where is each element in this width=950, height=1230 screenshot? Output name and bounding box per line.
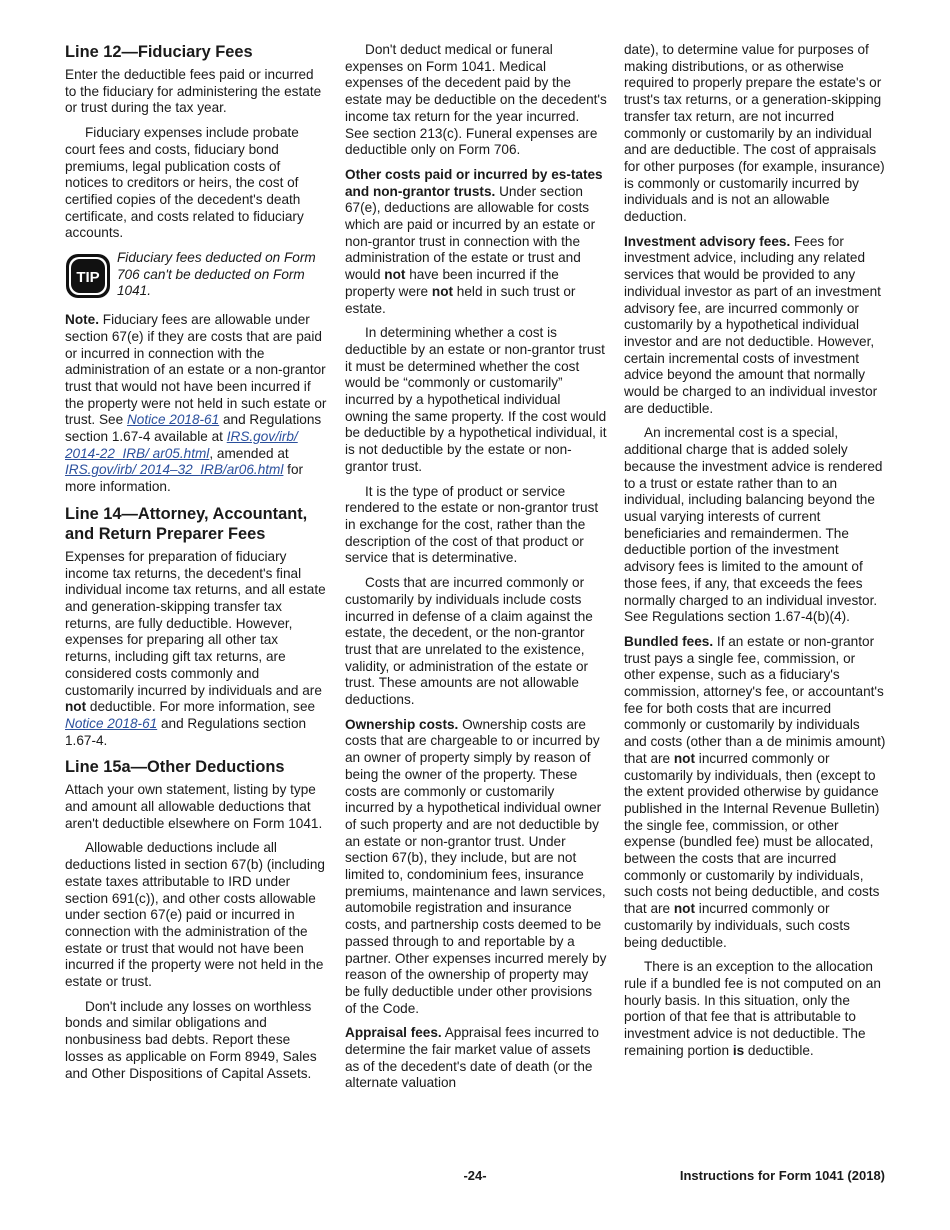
paragraph: Enter the deductible fees paid or incurred to the fiduciary for administering the estate or trust during the tax year. [65, 67, 322, 116]
irb-2014-22-link[interactable]: IRS.gov/irb/ 2014-22_IRB/ ar05.html [65, 429, 298, 461]
column-left [65, 42, 327, 1090]
paragraph: Other costs paid or incurred by es-tates and non-grantor trusts. Under section 67(e), deductions are allowable for costs which are paid or incurred by an estate or non-grantor trust in connection with the administration of the estate or trust and would not have been incurred if the property were not held in such trust or estate. [345, 166, 603, 316]
paragraph: It is the type of product or service rendered to the estate or non-grantor trust in exchange for the cost, rather than the description of the cost of that product or service that is determinative. [345, 483, 599, 566]
paragraph: Don't include any losses on worthless bonds and similar obligations and nonbusiness bad debts. Report these losses as applicable on Form 8949, Sales and Other Dispositions of Capital Assets. [65, 998, 317, 1081]
paragraph: Bundled fees. If an estate or non-grantor trust pays a single fee, commission, or other expense, such as a fiduciary's commission, attorney's fee, or accountant's fee for both costs that are incurred commonly or customarily by individuals and costs (other than a de minimis amount) that are not incurred commonly or customarily by individuals, then (except to the extent provided otherwise by guidance published in the Internal Revenue Bulletin) the single fee, commission, or other expense (bundled fee) must be allocated, between the costs that are incurred commonly or customarily by individuals, such costs not being deductible, and costs that are not incurred commonly or customarily by individuals, such costs being deductible. [624, 633, 886, 950]
note-paragraph: Note. Fiduciary fees are allowable under section 67(e) if they are costs that are paid or incurred in connection with the administration of an estate or a non-grantor trust that would not have been incurred if the property were not held in such estate or trust. See Notice 2018-61 and Regulations section 1.67-4 available at IRS.gov/irb/ 2014-22_IRB/ ar05.html, amended at IRS.gov/irb/ 2014–32_IRB/ar06.html for more information. [65, 312, 327, 495]
heading-line-12: Line 12—Fiduciary Fees [65, 43, 253, 61]
run-in-heading: Ownership costs. [345, 716, 459, 732]
page-number: -24- [463, 1168, 487, 1183]
tip-box [65, 250, 327, 300]
notice-2018-61-link[interactable]: Notice 2018-61 [126, 412, 220, 428]
paragraph: There is an exception to the allocation rule if a bundled fee is not computed on an hourly basis. In this situation, only the portion of that fee that is attributable to investment advice is not deductible. The remaining portion is deductible. [624, 959, 881, 1058]
tip-text: Fiduciary fees deducted on Form 706 can't be deducted on Form 1041. [117, 250, 316, 299]
tip-label: TIP [76, 269, 100, 287]
tip-icon [65, 253, 111, 299]
paragraph: Fiduciary expenses include probate court fees and costs, fiduciary bond premiums, legal publication costs of notices to creditors or heirs, the cost of certified copies of the decedent's death certificate, and costs related to fiduciary accounts. [65, 125, 304, 241]
heading-line-15a: Line 15a—Other Deductions [65, 758, 285, 777]
column-right [624, 42, 886, 1067]
run-in-heading: Investment advisory fees. [624, 233, 791, 249]
column-middle [345, 42, 607, 1100]
heading-line-14: Line 14—Attorney, Accountant, and Return Preparer Fees [65, 504, 308, 543]
paragraph: Investment advisory fees. Fees for investment advice, including any related services that would be provided to any individual investor as part of an investment advisory fee, are incurred commonly or customarily by a hypothetical individual investor and are not deductible. However, certain incremental costs of investment advice beyond the amount that normally would be charged to an individual investor are deductible. [624, 233, 881, 416]
paragraph: In determining whether a cost is deductible by an estate or non-grantor trust it must be determined whether the cost would be “commonly or customarily” incurred by a hypothetical individual owning the same property. If the cost would be deductible by a hypothetical individual, it is not deductible by the estate or non-grantor trust. [345, 325, 607, 474]
paragraph: Attach your own statement, listing by type and amount all allowable deductions that aren't deductible elsewhere on Form 1041. [65, 782, 323, 831]
irb-2014-32-link[interactable]: IRS.gov/irb/ 2014–32_IRB/ar06.html [65, 462, 284, 478]
run-in-heading: Bundled fees. [624, 633, 714, 649]
note-lead: Note. [65, 312, 99, 328]
run-in-heading: Other costs paid or incurred by es-tates and non-grantor trusts. [345, 166, 603, 199]
paragraph: date), to determine value for purposes of making distributions, or as otherwise required to properly prepare the estate's or trust's tax returns, or a generation-skipping transfer tax return, are not incurred commonly or customarily by an individual and are deductible. The cost of appraisals for other purposes (for example, insurance) is commonly or customarily incurred by individuals and is not an allowable deduction. [624, 42, 885, 225]
paragraph: Don't deduct medical or funeral expenses on Form 1041. Medical expenses of the decedent paid by the estate may be deductible on the decedent's income tax return for the year incurred. See section 213(c). Funeral expenses are deductible only on Form 706. [345, 42, 607, 158]
paragraph: Expenses for preparation of fiduciary income tax returns, the decedent's final individual income tax returns, and all estate and generation-skipping transfer tax returns, are fully deductible. However, expenses for preparing all other tax returns, including gift tax returns, are considered costs commonly and customarily incurred by individuals and are not deductible. For more information, see Notice 2018-61 and Regulations section 1.67-4. [65, 548, 326, 748]
paragraph: Allowable deductions include all deductions listed in section 67(b) (including estate taxes attributable to IRD under section 691(c)), and other costs allowable under section 67(e) paid or incurred in connection with the administration of the estate or trust that would not have been incurred if the property were not held in the estate or trust. [65, 840, 325, 990]
run-in-heading: Appraisal fees. [345, 1025, 442, 1041]
form-title: Instructions for Form 1041 (2018) [679, 1168, 885, 1183]
paragraph: An incremental cost is a special, additional charge that is added solely because the investment advice is rendered to a trust or estate rather than to an individual, including balancing beyond the usual varying interests of current beneficiaries and remaindermen. The deductible portion of the investment advisory fees is limited to the amount of those fees, if any, that exceeds the fees normally charged to an individual investor. See Regulations section 1.67-4(b)(4). [624, 425, 883, 625]
notice-2018-61-link[interactable]: Notice 2018-61 [65, 715, 158, 731]
paragraph: Appraisal fees. Appraisal fees incurred to determine the fair market value of assets as of the decedent's date of death (or the alternate valuation [345, 1025, 599, 1091]
paragraph: Costs that are incurred commonly or customarily by individuals include costs incurred in defense of a claim against the estate, the decedent, or the non-grantor trust that are unrelated to the existence, validity, or administration of the estate or trust. These amounts are not allowable deductions. [345, 575, 593, 708]
paragraph: Ownership costs. Ownership costs are costs that are chargeable to or incurred by an owner of property simply by reason of being the owner of the property. These costs are commonly or customarily incurred by a hypothetical individual owner of such property and are not deductible by an estate or non-grantor trust. Under section 67(b), they include, but are not limited to, condominium fees, insurance premiums, maintenance and lawn services, automobile registration and insurance costs, and partnership costs deemed to be passed through to and reportable by a partner. Other expenses incurred merely by reason of the ownership of property may be fully deductible under other provisions of the Code. [345, 716, 607, 1016]
